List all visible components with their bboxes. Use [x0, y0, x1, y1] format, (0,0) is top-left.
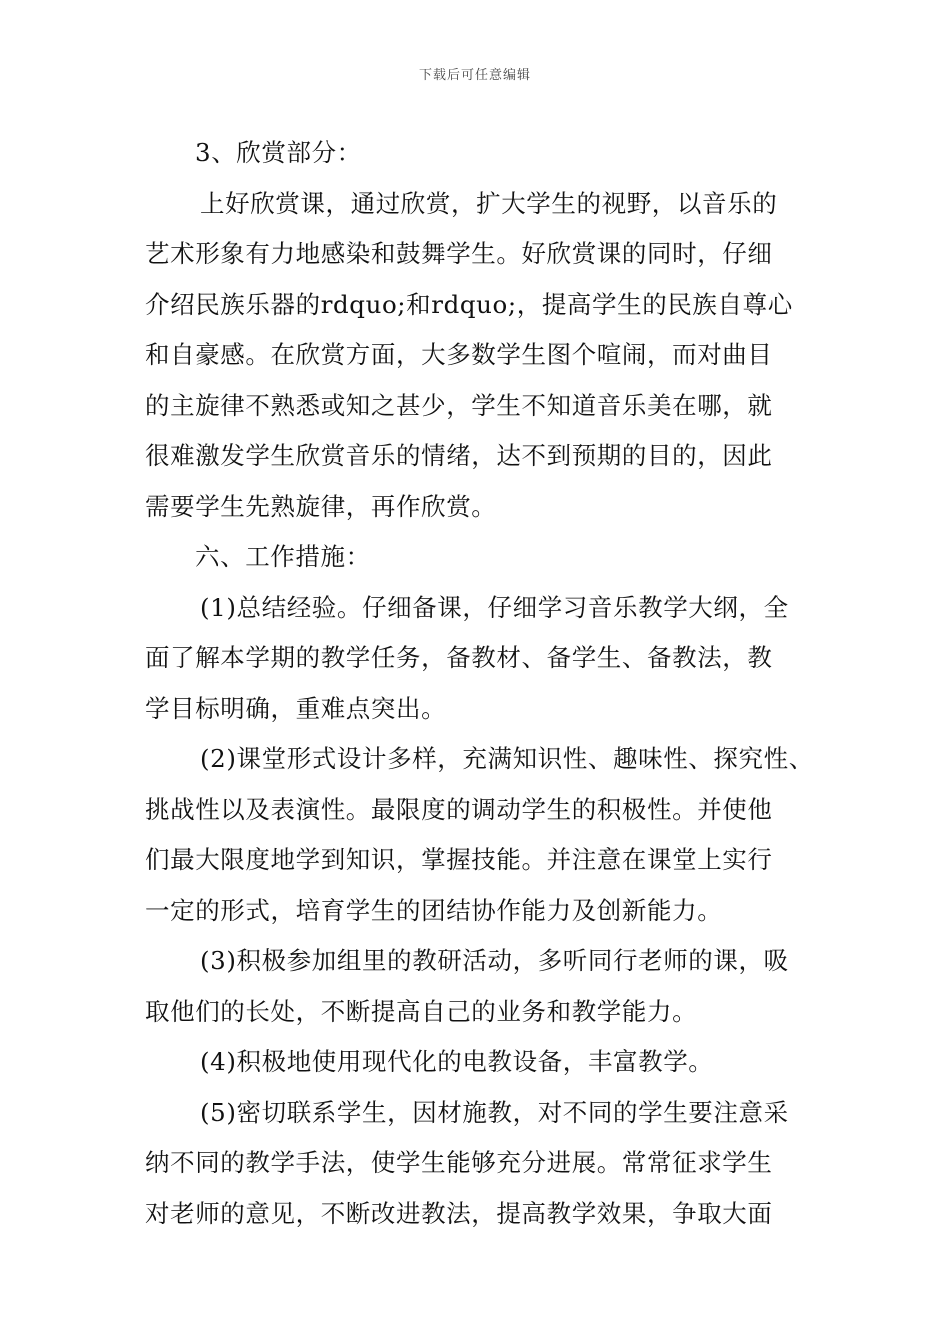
text-line: 介绍民族乐器的rdquo;和rdquo;，提高学生的民族自尊心 — [145, 289, 793, 319]
text-line: 纳不同的教学手法，使学生能够充分进展。常常征求学生 — [145, 1148, 773, 1177]
text-line: 挑战性以及表演性。最限度的调动学生的积极性。并使他 — [145, 794, 773, 824]
text-line: 的主旋律不熟悉或知之甚少，学生不知道音乐美在哪，就 — [145, 390, 773, 420]
text-line: (5)密切联系学生，因材施教，对不同的学生要注意采 — [200, 1097, 789, 1127]
text-line: 面了解本学期的教学任务，备教材、备学生、备教法，教 — [145, 643, 773, 672]
text-line: 需要学生先熟旋律，再作欣赏。 — [145, 491, 497, 521]
text-line: (1)总结经验。仔细备课，仔细学习音乐教学大纲，全 — [200, 592, 789, 622]
text-line: 们最大限度地学到知识，掌握技能。并注意在课堂上实行 — [145, 845, 773, 874]
text-line: 对老师的意见，不断改进教法，提高教学效果，争取大面 — [145, 1198, 773, 1228]
text-line: 很难激发学生欣赏音乐的情绪，达不到预期的目的，因此 — [145, 441, 773, 470]
page-header: 下载后可任意编辑 — [418, 68, 531, 83]
text-line: 一定的形式，培育学生的团结协作能力及创新能力。 — [145, 895, 723, 925]
text-line: 3、欣赏部分： — [195, 138, 362, 167]
text-line: (3)积极参加组里的教研活动，多听同行老师的课，吸 — [200, 946, 789, 975]
text-line: 和自豪感。在欣赏方面，大多数学生图个喧闹，而对曲目 — [145, 340, 773, 369]
text-line: 六、工作措施： — [195, 542, 371, 571]
text-line: 学目标明确，重难点突出。 — [145, 693, 447, 723]
document-body — [145, 128, 814, 1239]
text-line: (4)积极地使用现代化的电教设备，丰富教学。 — [200, 1047, 714, 1076]
text-line: 上好欣赏课，通过欣赏，扩大学生的视野，以音乐的 — [200, 188, 778, 218]
text-line: 取他们的长处，不断提高自己的业务和教学能力。 — [145, 996, 698, 1026]
text-line: 艺术形象有力地感染和鼓舞学生。好欣赏课的同时，仔细 — [145, 239, 773, 268]
text-line: (2)课堂形式设计多样，充满知识性、趣味性、探究性、 — [200, 744, 814, 773]
